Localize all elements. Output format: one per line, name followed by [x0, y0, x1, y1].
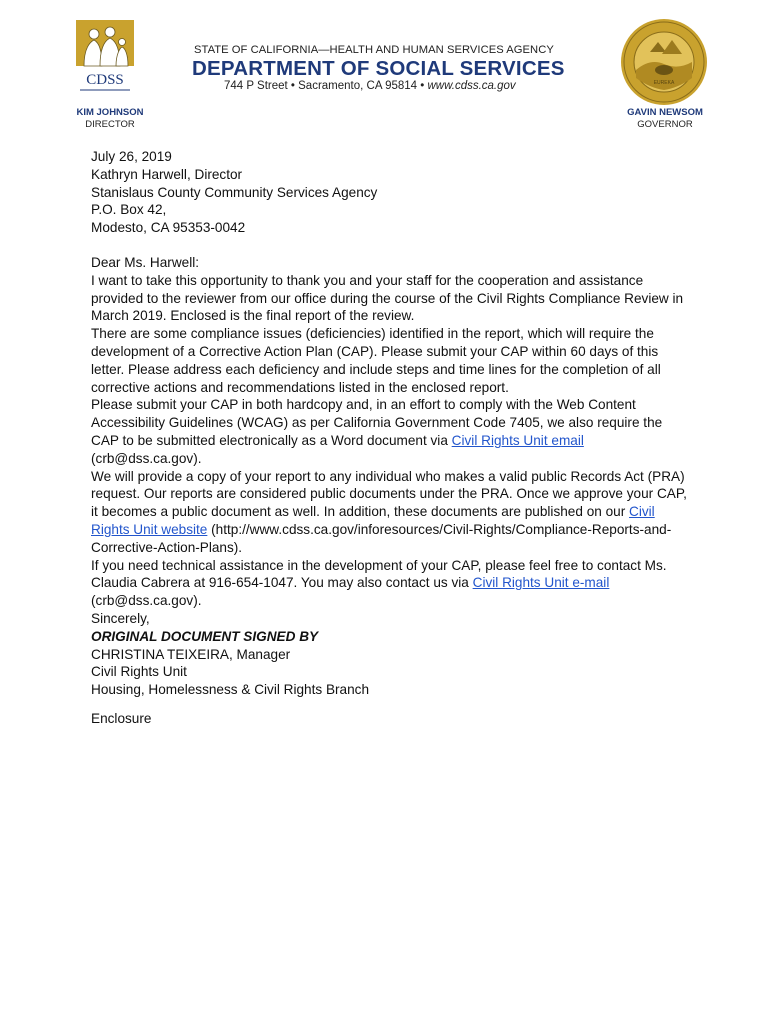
paragraph-assistance — [91, 557, 691, 610]
department-website: www.cdss.ca.gov — [427, 80, 516, 92]
agency-line: STATE OF CALIFORNIA—HEALTH AND HUMAN SERVICES AGENCY — [194, 44, 554, 56]
salutation: Dear Ms. Harwell: — [91, 254, 200, 270]
state-seal — [620, 18, 708, 106]
street-address: 744 P Street • Sacramento, CA 95814 • — [224, 80, 428, 92]
cdss-logo — [70, 18, 140, 108]
director-name: KIM JOHNSON — [76, 107, 144, 118]
paragraph-text: Please submit your CAP in both hardcopy and, in an effort to comply with the Web Content Accessibility Guidelines (WCAG) as per California Government Code 7405, we also require the CAP to be submitted electronically as a Word document via — [91, 397, 663, 448]
department-name: DEPARTMENT OF SOCIAL SERVICES — [192, 57, 565, 80]
signer-line: Housing, Homelessness & Civil Rights Branch — [91, 682, 370, 698]
signature-note: ORIGINAL DOCUMENT SIGNED BY — [91, 628, 319, 644]
paragraph-cap: There are some compliance issues (deficiencies) identified in the report, which will require the development of a Corrective Action Plan (CAP). Please submit your CAP within 60 days of this letter. Please address each deficiency and include steps and time lines for the completion of all corrective actions and recommendations listed in the enclosed report. — [91, 326, 661, 395]
paragraph-thanks: I want to take this opportunity to thank you and your staff for the cooperation and assistance provided to the reviewer from our office during the course of the Civil Rights Compliance Review in March 2019. Enclosed is the final report of the review. — [91, 272, 684, 324]
letter-body — [91, 148, 691, 728]
enclosure-note: Enclosure — [91, 710, 152, 726]
logo-text: CDSS — [86, 72, 124, 88]
paragraph-submission — [91, 396, 691, 467]
paragraph-text: (crb@dss.ca.gov). — [91, 593, 202, 609]
recipient-line: P.O. Box 42, — [91, 202, 167, 218]
paragraph-text: (http://www.cdss.ca.gov/inforesources/Civil-Rights/Compliance-Reports-and-Corrective-Action-Plans). — [91, 521, 672, 555]
director-title: DIRECTOR — [85, 119, 135, 130]
civil-rights-email-link-2[interactable]: Civil Rights Unit e-mail — [472, 575, 610, 591]
department-address — [224, 80, 554, 92]
closing: Sincerely, — [91, 610, 150, 626]
signer-block — [91, 646, 691, 699]
letter-date: July 26, 2019 — [91, 149, 172, 164]
recipient-line: Modesto, CA 95353-0042 — [91, 220, 246, 236]
paragraph-text: We will provide a copy of your report to any individual who makes a valid public Records Act (PRA) request. Our reports are considered public documents under the PRA. Once we approve your CAP, it becomes a public document as well. In addition, these documents are published on our — [91, 468, 687, 520]
seal-motto: EUREKA — [653, 80, 675, 86]
civil-rights-website-link[interactable]: Civil Rights Unit website — [91, 504, 655, 537]
paragraph-text: If you need technical assistance in the development of your CAP, please feel free to contact Ms. Claudia Cabrera at 916-654-1047. You may also contact us via — [91, 557, 667, 591]
paragraph-text: (crb@dss.ca.gov). — [91, 450, 202, 466]
recipient-line: Stanislaus County Community Services Agency — [91, 184, 378, 200]
recipient-line: Kathryn Harwell, Director — [91, 166, 243, 182]
recipient-address — [91, 166, 691, 237]
signer-line: CHRISTINA TEIXEIRA, Manager — [91, 646, 291, 662]
governor-name: GAVIN NEWSOM — [627, 107, 703, 118]
governor-title: GOVERNOR — [637, 119, 693, 130]
letterhead — [0, 0, 770, 140]
paragraph-public-records — [91, 468, 691, 557]
civil-rights-email-link[interactable]: Civil Rights Unit email — [451, 432, 584, 448]
signer-line: Civil Rights Unit — [91, 664, 187, 680]
